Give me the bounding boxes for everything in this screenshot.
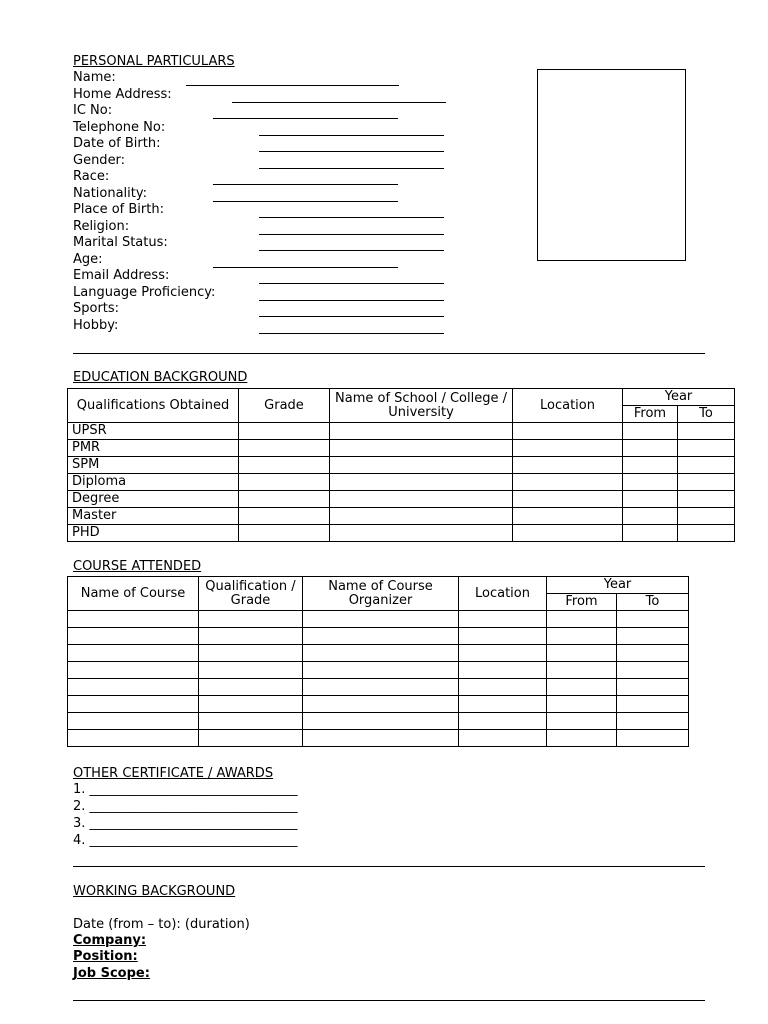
header-qualification-grade: Qualification / Grade [199,577,303,611]
empty-cell[interactable] [68,662,199,679]
field-input-line[interactable] [213,267,398,268]
field-input-line[interactable] [186,85,399,86]
empty-cell[interactable] [459,730,547,747]
table-row [68,491,735,508]
photo-box [537,69,686,261]
field-label: Name: [73,70,116,85]
empty-cell[interactable] [239,423,330,440]
qualification-cell: PMR [68,440,239,457]
table-row [68,645,689,662]
header-year-from: From [623,406,678,423]
field-input-line[interactable] [259,250,444,251]
field-input-line[interactable] [232,102,446,103]
empty-cell[interactable] [68,611,199,628]
table-row [68,508,735,525]
field-label: IC No: [73,103,113,118]
empty-cell[interactable] [239,474,330,491]
table-row [68,474,735,491]
empty-cell[interactable] [330,508,513,525]
empty-cell[interactable] [459,645,547,662]
empty-cell[interactable] [617,679,689,696]
empty-cell[interactable] [513,508,623,525]
empty-cell[interactable] [513,474,623,491]
empty-cell[interactable] [623,423,678,440]
qualification-cell: PHD [68,525,239,542]
field-input-line[interactable] [213,201,398,202]
empty-cell[interactable] [678,423,735,440]
field-input-line[interactable] [259,151,444,152]
field-input-line[interactable] [259,168,444,169]
header-grade: Grade [239,389,330,423]
empty-cell[interactable] [459,696,547,713]
empty-cell[interactable] [678,457,735,474]
field-input-line[interactable] [213,118,398,119]
empty-cell[interactable] [199,662,303,679]
header-year: Year [623,389,735,406]
divider-working [73,1000,705,1001]
table-row [68,440,735,457]
empty-cell[interactable] [303,730,459,747]
empty-cell[interactable] [68,730,199,747]
course-heading: COURSE ATTENDED [73,559,202,574]
field-input-line[interactable] [259,217,444,218]
empty-cell[interactable] [617,713,689,730]
empty-cell[interactable] [239,508,330,525]
table-row [68,423,735,440]
empty-cell[interactable] [303,628,459,645]
field-input-line[interactable] [259,333,444,334]
empty-cell[interactable] [547,611,617,628]
empty-cell[interactable] [330,491,513,508]
education-table [67,388,735,542]
empty-cell[interactable] [617,696,689,713]
education-heading: EDUCATION BACKGROUND [73,370,248,385]
certificate-item[interactable]: 4. ________________________________ [73,833,298,848]
empty-cell[interactable] [239,525,330,542]
empty-cell[interactable] [617,611,689,628]
empty-cell[interactable] [199,645,303,662]
field-label: Language Proficiency: [73,284,216,300]
field-label: Home Address: [73,86,172,102]
empty-cell[interactable] [617,645,689,662]
divider-certificates [73,866,705,867]
empty-cell[interactable] [513,457,623,474]
table-row [68,730,689,747]
empty-cell[interactable] [303,645,459,662]
empty-cell[interactable] [199,611,303,628]
header-course-year-from: From [547,594,617,611]
empty-cell[interactable] [199,679,303,696]
field-input-line[interactable] [259,234,444,235]
empty-cell[interactable] [547,679,617,696]
qualification-cell: Degree [68,491,239,508]
empty-cell[interactable] [303,662,459,679]
empty-cell[interactable] [330,457,513,474]
header-course-year: Year [547,577,689,594]
empty-cell[interactable] [303,713,459,730]
header-year-to: To [678,406,735,423]
qualification-cell: SPM [68,457,239,474]
header-location: Location [513,389,623,423]
empty-cell[interactable] [678,525,735,542]
field-input-line[interactable] [259,283,444,284]
empty-cell[interactable] [623,508,678,525]
empty-cell[interactable] [623,491,678,508]
header-course-name: Name of Course [68,577,199,611]
table-row [68,611,689,628]
field-label: Gender: [73,152,126,168]
empty-cell[interactable] [68,645,199,662]
qualification-cell: Master [68,508,239,525]
empty-cell[interactable] [547,662,617,679]
certificates-heading: OTHER CERTIFICATE / AWARDS [73,766,274,781]
qualification-cell: Diploma [68,474,239,491]
empty-cell[interactable] [303,696,459,713]
empty-cell[interactable] [547,730,617,747]
certificate-item[interactable]: 3. ________________________________ [73,816,298,831]
field-label: Place of Birth: [73,202,164,217]
field-label: Hobby: [73,317,119,333]
empty-cell[interactable] [68,679,199,696]
empty-cell[interactable] [617,628,689,645]
empty-cell[interactable] [68,628,199,645]
field-label: Date of Birth: [73,136,161,151]
course-table [67,576,689,747]
empty-cell[interactable] [459,628,547,645]
empty-cell[interactable] [459,713,547,730]
certificate-item[interactable]: 2. ________________________________ [73,799,298,814]
empty-cell[interactable] [623,474,678,491]
header-course-location: Location [459,577,547,611]
field-label: Religion: [73,218,130,234]
empty-cell[interactable] [199,628,303,645]
working-job-scope-label: Job Scope: [73,966,150,981]
table-row [68,679,689,696]
empty-cell[interactable] [513,525,623,542]
empty-cell[interactable] [623,525,678,542]
table-row [68,696,689,713]
empty-cell[interactable] [68,713,199,730]
empty-cell[interactable] [617,730,689,747]
empty-cell[interactable] [623,440,678,457]
header-course-year-to: To [617,594,689,611]
field-label: Race: [73,169,110,184]
working-position-label: Position: [73,949,138,964]
field-input-line[interactable] [259,316,444,317]
empty-cell[interactable] [330,440,513,457]
empty-cell[interactable] [547,645,617,662]
empty-cell[interactable] [68,696,199,713]
table-row [68,662,689,679]
empty-cell[interactable] [199,730,303,747]
table-row [68,628,689,645]
empty-cell[interactable] [199,696,303,713]
working-date-line: Date (from – to): (duration) [73,917,250,932]
qualification-cell: UPSR [68,423,239,440]
field-input-line[interactable] [213,184,398,185]
field-input-line[interactable] [259,300,444,301]
empty-cell[interactable] [623,457,678,474]
empty-cell[interactable] [239,491,330,508]
empty-cell[interactable] [330,423,513,440]
field-label: Sports: [73,301,120,316]
table-row [68,525,735,542]
empty-cell[interactable] [330,525,513,542]
header-qualifications-obtained: Qualifications Obtained [68,389,239,423]
empty-cell[interactable] [199,713,303,730]
empty-cell[interactable] [513,491,623,508]
personal-particulars-heading: PERSONAL PARTICULARS [73,54,235,69]
empty-cell[interactable] [303,679,459,696]
table-row [68,713,689,730]
field-label: Nationality: [73,185,148,201]
empty-cell[interactable] [239,457,330,474]
empty-cell[interactable] [678,508,735,525]
header-school: Name of School / College / University [330,389,513,423]
certificate-item[interactable]: 1. ________________________________ [73,782,298,797]
empty-cell[interactable] [547,713,617,730]
working-heading: WORKING BACKGROUND [73,884,236,899]
header-course-organizer: Name of Course Organizer [303,577,459,611]
empty-cell[interactable] [459,679,547,696]
empty-cell[interactable] [678,474,735,491]
empty-cell[interactable] [547,696,617,713]
field-label: Age: [73,251,103,267]
empty-cell[interactable] [513,423,623,440]
field-label: Email Address: [73,268,170,283]
empty-cell[interactable] [678,440,735,457]
empty-cell[interactable] [459,662,547,679]
field-label: Marital Status: [73,235,168,250]
divider-personal [73,353,705,354]
empty-cell[interactable] [330,474,513,491]
empty-cell[interactable] [239,440,330,457]
empty-cell[interactable] [303,611,459,628]
table-row [68,457,735,474]
working-company-label: Company: [73,933,147,948]
field-label: Telephone No: [73,119,166,135]
empty-cell[interactable] [547,628,617,645]
empty-cell[interactable] [513,440,623,457]
empty-cell[interactable] [459,611,547,628]
empty-cell[interactable] [617,662,689,679]
field-input-line[interactable] [259,135,444,136]
empty-cell[interactable] [678,491,735,508]
